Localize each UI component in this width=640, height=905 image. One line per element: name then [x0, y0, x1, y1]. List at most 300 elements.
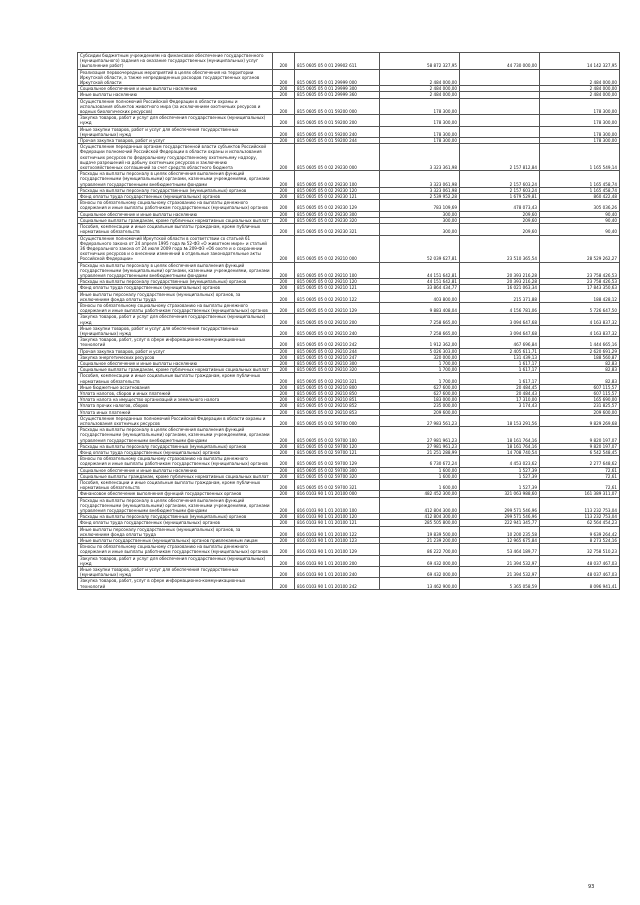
unexecuted-amount-cell: 209 600,00 [540, 409, 620, 415]
row-code-cell: 200 [273, 427, 295, 444]
row-name-cell: Расходы на выплаты персоналу государственных (муниципальных) органов [78, 279, 273, 285]
table-row [78, 544, 620, 555]
row-name-cell: Расходы на выплаты персоналу в целях обеспечения выполнения функций государственными (муниципальными) органами, казенными учреждениями, органами управления государственными внебюджетными фондами [78, 262, 273, 279]
approved-amount-cell: 21 239 200,00 [380, 538, 460, 544]
row-name-cell: Иные закупки товаров, работ и услуг для обеспечения государственных (муниципальных) нужд [78, 567, 273, 578]
budget-classification-code-cell: 815 0605 05 0 02 59700 121 [295, 450, 380, 456]
executed-amount-cell: 23 510 365,54 [460, 235, 540, 262]
budget-classification-code-cell: 815 0605 05 0 02 29210 247 [295, 354, 380, 360]
row-code-cell: 200 [273, 360, 295, 366]
row-name-cell: Социальные выплаты гражданам, кроме публичных нормативных социальных выплат [78, 367, 273, 373]
row-code-cell: 200 [273, 138, 295, 144]
row-name-cell: Закупка товаров, работ и услуг для обеспечения государственных (муниципальных) нужд [78, 115, 273, 126]
budget-classification-code-cell: 815 0605 05 0 02 29210 320 [295, 367, 380, 373]
row-code-cell: 200 [273, 390, 295, 396]
row-code-cell: 200 [273, 467, 295, 473]
approved-amount-cell: 6 730 672,24 [380, 456, 460, 467]
unexecuted-amount-cell: 62 564 454,23 [540, 520, 620, 526]
row-name-cell: Осуществление полномочий Российской Федерации в области охраны и использования объектов животного мира (за исключением охотничьих ресурсов и водных биологических ресурсов) [78, 98, 273, 115]
executed-amount-cell [460, 98, 540, 115]
row-name-cell: Социальные выплаты гражданам, кроме публичных нормативных социальных выплат [78, 473, 273, 479]
executed-amount-cell: 12 965 675,84 [460, 538, 540, 544]
table-row [78, 98, 620, 115]
row-name-cell: Расходы на выплаты персоналу в целях обеспечения выполнения функций государственными (муниципальными) органами, казенными учреждениями, органами управления государственными внебюджетными фондами [78, 171, 273, 188]
approved-amount-cell: 2 484 000,00 [380, 92, 460, 98]
budget-classification-code-cell: 815 0605 05 0 02 29230 121 [295, 194, 380, 200]
unexecuted-amount-cell: 82,83 [540, 367, 620, 373]
executed-amount-cell: 209,60 [460, 217, 540, 223]
executed-amount-cell: 467 696,84 [460, 337, 540, 348]
approved-amount-cell: 300,00 [380, 211, 460, 217]
budget-classification-code-cell: 815 0605 05 0 02 29210 851 [295, 397, 380, 403]
approved-amount-cell: 3 323 361,98 [380, 144, 460, 171]
budget-classification-code-cell: 815 0605 05 0 02 29210 120 [295, 279, 380, 285]
approved-amount-cell: 19 839 500,00 [380, 526, 460, 537]
unexecuted-amount-cell: 113 232 753,04 [540, 514, 620, 520]
budget-classification-code-cell: 815 0605 05 0 01 29999 360 [295, 92, 380, 98]
row-name-cell: Фонд оплаты труда государственных (муниципальных) органов [78, 450, 273, 456]
table-row [78, 171, 620, 188]
unexecuted-amount-cell: 1 165 549,14 [540, 144, 620, 171]
row-code-cell: 200 [273, 480, 295, 491]
row-name-cell: Осуществление переданных полномочий Российской Федерации в области охраны и использования охотничьих ресурсов [78, 415, 273, 426]
row-code-cell: 200 [273, 92, 295, 98]
unexecuted-amount-cell: 17 843 350,63 [540, 285, 620, 291]
budget-classification-code-cell: 816 0103 90 1 01 20100 120 [295, 514, 380, 520]
unexecuted-amount-cell: 90,40 [540, 217, 620, 223]
budget-classification-code-cell: 815 0605 05 0 02 29210 129 [295, 302, 380, 313]
unexecuted-amount-cell: 48 037 467,03 [540, 555, 620, 566]
row-code-cell: 200 [273, 211, 295, 217]
table-row [78, 427, 620, 444]
approved-amount-cell: 7 258 665,00 [380, 314, 460, 325]
approved-amount-cell: 44 151 642,81 [380, 279, 460, 285]
executed-amount-cell: 299 571 546,96 [460, 514, 540, 520]
table-row [78, 497, 620, 514]
approved-amount-cell: 2 484 000,00 [380, 69, 460, 86]
row-code-cell: 200 [273, 415, 295, 426]
executed-amount-cell: 53 464 189,77 [460, 544, 540, 555]
table-row [78, 314, 620, 325]
unexecuted-amount-cell: 165 690,00 [540, 397, 620, 403]
table-row [78, 526, 620, 537]
approved-amount-cell: 2 484 000,00 [380, 86, 460, 92]
approved-amount-cell: 285 505 800,00 [380, 520, 460, 526]
row-code-cell: 200 [273, 200, 295, 211]
approved-amount-cell: 3 323 061,98 [380, 171, 460, 188]
row-name-cell: Расходы на выплаты персоналу в целях обеспечения выполнения функций государственными (муниципальными) органами, казенными учреждениями, органами управления государственными внебюджетными фондами [78, 497, 273, 514]
executed-amount-cell: 1 679 529,81 [460, 194, 540, 200]
row-name-cell: Прочая закупка товаров, работ и услуг [78, 138, 273, 144]
row-code-cell: 200 [273, 86, 295, 92]
executed-amount-cell: 16 021 063,34 [460, 285, 540, 291]
row-name-cell: Взносы по обязательному социальному страхованию на выплаты денежного содержания и иные выплаты работникам государственных (муниципальных) органов [78, 200, 273, 211]
row-code-cell: 200 [273, 53, 295, 70]
row-name-cell: Социальные выплаты гражданам, кроме публичных нормативных социальных выплат [78, 217, 273, 223]
row-name-cell: Взносы по обязательному социальному страхованию на выплаты денежного содержания и иные выплаты работникам государственных (муниципальных) органов [78, 544, 273, 555]
row-name-cell: Прочая закупка товаров, работ и услуг [78, 348, 273, 354]
executed-amount-cell: 20 393 216,28 [460, 262, 540, 279]
row-name-cell: Расходы на выплаты персоналу государственных (муниципальных) органов [78, 514, 273, 520]
table-row [78, 555, 620, 566]
budget-classification-code-cell: 815 0605 05 0 02 59700 000 [295, 415, 380, 426]
row-code-cell: 200 [273, 544, 295, 555]
executed-amount-cell [460, 115, 540, 126]
approved-amount-cell: 5 026 303,00 [380, 348, 460, 354]
approved-amount-cell: 69 432 000,00 [380, 555, 460, 566]
budget-classification-code-cell: 815 0605 05 0 02 29230 129 [295, 200, 380, 211]
row-code-cell: 200 [273, 409, 295, 415]
budget-classification-code-cell: 815 0605 05 0 02 59700 300 [295, 467, 380, 473]
unexecuted-amount-cell: 1 165 458,74 [540, 171, 620, 188]
approved-amount-cell: 1 600,00 [380, 480, 460, 491]
table-row [78, 480, 620, 491]
budget-classification-code-cell: 815 0605 05 0 02 59700 120 [295, 443, 380, 449]
unexecuted-amount-cell: 5 726 647,50 [540, 302, 620, 313]
row-name-cell: Взносы по обязательному социальному страхованию на выплаты денежного содержания и иные выплаты работникам государственных (муниципальных) органов [78, 302, 273, 313]
unexecuted-amount-cell: 860 422,48 [540, 194, 620, 200]
row-code-cell: 200 [273, 291, 295, 302]
executed-amount-cell: 14 708 740,54 [460, 450, 540, 456]
approved-amount-cell: 403 800,00 [380, 291, 460, 302]
executed-amount-cell: 17 310,00 [460, 397, 540, 403]
budget-classification-code-cell: 815 0605 05 0 02 59700 321 [295, 480, 380, 491]
unexecuted-amount-cell: 178 300,00 [540, 98, 620, 115]
approved-amount-cell: 412 804 300,00 [380, 514, 460, 520]
row-name-cell: Взносы по обязательному социальному страхованию на выплаты денежного содержания и иные выплаты работникам государственных (муниципальных) органов [78, 456, 273, 467]
executed-amount-cell: 21 394 532,97 [460, 567, 540, 578]
budget-classification-code-cell: 816 0103 90 1 01 20100 122 [295, 526, 380, 537]
unexecuted-amount-cell: 2 620 691,29 [540, 348, 620, 354]
table-row [78, 456, 620, 467]
row-name-cell: Пособия, компенсации и иные социальные выплаты гражданам, кроме публичных нормативных обязательств [78, 480, 273, 491]
row-code-cell: 200 [273, 567, 295, 578]
table-row [78, 224, 620, 235]
approved-amount-cell: 1 700,00 [380, 373, 460, 384]
row-code-cell: 200 [273, 348, 295, 354]
unexecuted-amount-cell: 23 758 426,53 [540, 262, 620, 279]
approved-amount-cell: 627 600,00 [380, 390, 460, 396]
budget-classification-code-cell: 815 0605 05 0 01 59200 244 [295, 138, 380, 144]
row-code-cell: 200 [273, 514, 295, 520]
table-row [78, 373, 620, 384]
row-code-cell: 200 [273, 187, 295, 193]
approved-amount-cell: 27 983 561,23 [380, 415, 460, 426]
row-code-cell: 200 [273, 526, 295, 537]
row-name-cell: Расходы на выплаты персоналу государственных (муниципальных) органов [78, 443, 273, 449]
approved-amount-cell: 482 452 300,00 [380, 491, 460, 497]
executed-amount-cell: 2 157 812,84 [460, 144, 540, 171]
executed-amount-cell: 44 730 000,00 [460, 53, 540, 70]
row-code-cell: 200 [273, 235, 295, 262]
approved-amount-cell: 1 912 362,00 [380, 337, 460, 348]
row-name-cell: Иные закупки товаров, работ и услуг для обеспечения государственных (муниципальных) нужд [78, 325, 273, 336]
unexecuted-amount-cell: 188 560,87 [540, 354, 620, 360]
row-code-cell: 200 [273, 126, 295, 137]
budget-classification-code-cell: 815 0605 05 0 02 59700 320 [295, 473, 380, 479]
executed-amount-cell: 222 941 345,77 [460, 520, 540, 526]
unexecuted-amount-cell: 9 639 264,42 [540, 526, 620, 537]
unexecuted-amount-cell: 72,61 [540, 473, 620, 479]
budget-classification-code-cell: 815 0605 05 0 02 29230 100 [295, 171, 380, 188]
approved-amount-cell: 178 300,00 [380, 138, 460, 144]
row-name-cell: Осуществление полномочий Иркутской области в соответствии со статьей 61 Федерального закона от 24 апреля 1995 года № 52-ФЗ «О животном мире» и статьей 36 Федерального закона от 24 июля 2009 года № 209-ФЗ «Об охоте и о сохранении охотничьих ресурсов и о внесении изменений в отдельные законодательные акты Российской Федерации» [78, 235, 273, 262]
budget-classification-code-cell: 815 0605 05 0 02 29210 852 [295, 403, 380, 409]
approved-amount-cell: 21 251 288,99 [380, 450, 460, 456]
executed-amount-cell: 4 453 023,62 [460, 456, 540, 467]
row-code-cell: 200 [273, 450, 295, 456]
row-name-cell: Финансовое обеспечение выполнения функций государственных органов [78, 491, 273, 497]
row-name-cell: Уплата налога на имущество организаций и земельного налога [78, 397, 273, 403]
executed-amount-cell: 18 161 764,16 [460, 427, 540, 444]
approved-amount-cell: 27 981 961,23 [380, 427, 460, 444]
table-row [78, 235, 620, 262]
unexecuted-amount-cell: 72,61 [540, 480, 620, 491]
row-code-cell: 200 [273, 325, 295, 336]
unexecuted-amount-cell: 607 115,57 [540, 390, 620, 396]
executed-amount-cell: 3 094 647,68 [460, 314, 540, 325]
unexecuted-amount-cell: 28 529 262,27 [540, 235, 620, 262]
approved-amount-cell: 3 323 061,98 [380, 187, 460, 193]
budget-classification-code-cell: 815 0605 05 0 02 29210 800 [295, 384, 380, 390]
row-name-cell: Пособия, компенсации и иные социальные выплаты гражданам, кроме публичных нормативных обязательств [78, 373, 273, 384]
row-name-cell: Иные выплаты государственных (муниципальных) органов привлекаемым лицам [78, 538, 273, 544]
table-row [78, 200, 620, 211]
row-code-cell: 200 [273, 367, 295, 373]
table-row [78, 126, 620, 137]
row-name-cell: Социальное обеспечение и иные выплаты населению [78, 467, 273, 473]
row-name-cell: Уплата иных платежей [78, 409, 273, 415]
budget-classification-code-cell: 815 0605 05 0 01 59200 200 [295, 115, 380, 126]
approved-amount-cell: 178 300,00 [380, 98, 460, 115]
row-name-cell: Уплата налогов, сборов и иных платежей [78, 390, 273, 396]
row-name-cell: Фонд оплаты труда государственных (муниципальных) органов [78, 520, 273, 526]
row-name-cell: Фонд оплаты труда государственных (муниципальных) органов [78, 194, 273, 200]
table-row [78, 337, 620, 348]
executed-amount-cell: 1 617,17 [460, 373, 540, 384]
row-code-cell: 200 [273, 403, 295, 409]
row-code-cell: 200 [273, 98, 295, 115]
executed-amount-cell: 321 063 988,60 [460, 491, 540, 497]
executed-amount-cell: 10 200 235,58 [460, 526, 540, 537]
approved-amount-cell: 1 600,00 [380, 473, 460, 479]
budget-classification-code-cell: 815 0605 05 0 02 29230 000 [295, 144, 380, 171]
approved-amount-cell: 320 000,00 [380, 354, 460, 360]
approved-amount-cell: 27 981 961,23 [380, 443, 460, 449]
executed-amount-cell: 2 157 603,24 [460, 187, 540, 193]
row-name-cell: Иные выплаты персоналу государственных (муниципальных) органов, за исключением фонда оплаты труда [78, 526, 273, 537]
executed-amount-cell: 478 073,43 [460, 200, 540, 211]
approved-amount-cell: 235 000,00 [380, 403, 460, 409]
approved-amount-cell: 44 151 642,81 [380, 262, 460, 279]
row-code-cell: 200 [273, 314, 295, 325]
table-row [78, 262, 620, 279]
unexecuted-amount-cell: 9 820 197,07 [540, 443, 620, 449]
approved-amount-cell: 52 039 627,81 [380, 235, 460, 262]
row-name-cell: Закупка товаров, работ и услуг для обеспечения государственных (муниципальных) нужд [78, 555, 273, 566]
row-code-cell: 200 [273, 373, 295, 384]
row-name-cell: Социальное обеспечение и иные выплаты населению [78, 360, 273, 366]
row-code-cell: 200 [273, 473, 295, 479]
executed-amount-cell: 20 484,45 [460, 384, 540, 390]
row-name-cell: Социальное обеспечение и иные выплаты населению [78, 211, 273, 217]
executed-amount-cell: 18 161 764,16 [460, 443, 540, 449]
budget-classification-code-cell: 815 0605 05 0 01 59200 240 [295, 126, 380, 137]
unexecuted-amount-cell: 161 389 311,07 [540, 491, 620, 497]
executed-amount-cell: 1 527,39 [460, 480, 540, 491]
budget-classification-code-cell: 816 0103 90 1 01 20100 129 [295, 544, 380, 555]
executed-amount-cell: 2 405 611,71 [460, 348, 540, 354]
budget-classification-code-cell: 815 0605 05 0 02 29210 850 [295, 390, 380, 396]
executed-amount-cell: 131 439,13 [460, 354, 540, 360]
row-name-cell: Реализация первоочередных мероприятий в целях обеспечения на территории Иркутской области, а также непредвиденных расходов государственных органов Иркутской области [78, 69, 273, 86]
row-code-cell: 200 [273, 538, 295, 544]
unexecuted-amount-cell: 82,83 [540, 360, 620, 366]
budget-classification-code-cell: 816 0103 90 1 01 20100 242 [295, 578, 380, 589]
approved-amount-cell: 300,00 [380, 224, 460, 235]
table-row [78, 53, 620, 70]
budget-classification-code-cell: 815 0605 05 0 02 29210 853 [295, 409, 380, 415]
row-name-cell: Иные закупки товаров, работ и услуг для обеспечения государственных (муниципальных) нужд [78, 126, 273, 137]
approved-amount-cell: 183 000,00 [380, 397, 460, 403]
row-name-cell: Закупка товаров, работ, услуг в сфере информационно-коммуникационных технологий [78, 578, 273, 589]
budget-classification-code-cell: 816 0103 90 1 01 20100 000 [295, 491, 380, 497]
unexecuted-amount-cell: 188 428,12 [540, 291, 620, 302]
table-row [78, 567, 620, 578]
unexecuted-amount-cell: 90,40 [540, 224, 620, 235]
row-name-cell: Закупка товаров, работ и услуг для обеспечения государственных (муниципальных) нужд [78, 314, 273, 325]
approved-amount-cell: 1 600,00 [380, 467, 460, 473]
row-code-cell: 200 [273, 520, 295, 526]
row-code-cell: 200 [273, 555, 295, 566]
table-row [78, 115, 620, 126]
row-code-cell: 200 [273, 302, 295, 313]
budget-classification-code-cell: 816 0103 90 1 01 20100 100 [295, 497, 380, 514]
executed-amount-cell: 1 617,17 [460, 360, 540, 366]
unexecuted-amount-cell: 9 820 197,07 [540, 427, 620, 444]
row-name-cell: Расходы на выплаты персоналу в целях обеспечения выполнения функций государственными (муниципальными) органами, казенными учреждениями, органами управления государственными внебюджетными фондами [78, 427, 273, 444]
executed-amount-cell [460, 126, 540, 137]
executed-amount-cell: 209,60 [460, 224, 540, 235]
approved-amount-cell: 300,00 [380, 217, 460, 223]
table-row [78, 578, 620, 589]
budget-classification-code-cell: 816 0103 90 1 01 20100 121 [295, 520, 380, 526]
budget-classification-code-cell: 815 0605 05 0 02 29230 321 [295, 224, 380, 235]
unexecuted-amount-cell: 2 277 648,62 [540, 456, 620, 467]
unexecuted-amount-cell: 32 758 510,23 [540, 544, 620, 555]
unexecuted-amount-cell: 82,83 [540, 373, 620, 384]
budget-classification-code-cell: 815 0605 05 0 01 29902 611 [295, 53, 380, 70]
table-row [78, 302, 620, 313]
row-code-cell: 200 [273, 279, 295, 285]
row-code-cell: 200 [273, 443, 295, 449]
budget-classification-code-cell: 815 0605 05 0 02 59700 100 [295, 427, 380, 444]
approved-amount-cell: 178 300,00 [380, 126, 460, 137]
row-name-cell: Иные выплаты населению [78, 92, 273, 98]
budget-classification-code-cell: 815 0605 05 0 02 29230 320 [295, 217, 380, 223]
budget-classification-code-cell: 815 0605 05 0 01 29999 300 [295, 86, 380, 92]
budget-classification-code-cell: 815 0605 05 0 01 29999 000 [295, 69, 380, 86]
row-code-cell: 200 [273, 224, 295, 235]
row-code-cell: 200 [273, 497, 295, 514]
executed-amount-cell: 18 153 291,56 [460, 415, 540, 426]
budget-classification-code-cell: 815 0605 05 0 02 29210 244 [295, 348, 380, 354]
unexecuted-amount-cell: 1 165 458,74 [540, 187, 620, 193]
row-name-cell: Иные выплаты персоналу государственных (муниципальных) органов, за исключением фонда оплаты труда [78, 291, 273, 302]
row-code-cell: 200 [273, 171, 295, 188]
executed-amount-cell: 1 617,17 [460, 367, 540, 373]
approved-amount-cell: 2 539 952,28 [380, 194, 460, 200]
row-code-cell: 200 [273, 69, 295, 86]
budget-classification-code-cell: 815 0605 05 0 02 29230 120 [295, 187, 380, 193]
row-code-cell: 200 [273, 262, 295, 279]
unexecuted-amount-cell: 113 232 753,04 [540, 497, 620, 514]
row-name-cell: Социальное обеспечение и иные выплаты населению [78, 86, 273, 92]
budget-classification-code-cell: 816 0103 90 1 01 20100 240 [295, 567, 380, 578]
unexecuted-amount-cell: 231 825,57 [540, 403, 620, 409]
row-code-cell: 200 [273, 456, 295, 467]
row-code-cell: 200 [273, 384, 295, 390]
row-name-cell: Осуществление переданных органам государственной власти субъектов Российской Федерации полномочий Российской Федерации в области охраны и использования охотничьих ресурсов по федеральному государственному охотничьему надзору, выдаче разрешений на добычу охотничьих ресурсов и заключению охотхозяйственных соглашений за счет средств областного бюджета [78, 144, 273, 171]
row-name-cell: Пособия, компенсации и иные социальные выплаты гражданам, кроме публичных нормативных обязательств [78, 224, 273, 235]
approved-amount-cell: 178 300,00 [380, 115, 460, 126]
approved-amount-cell: 1 700,00 [380, 367, 460, 373]
executed-amount-cell: 4 156 781,06 [460, 302, 540, 313]
executed-amount-cell: 20 484,43 [460, 390, 540, 396]
row-code-cell: 200 [273, 115, 295, 126]
row-name-cell: Иные бюджетные ассигнования [78, 384, 273, 390]
unexecuted-amount-cell: 2 484 000,00 [540, 69, 620, 86]
budget-classification-code-cell: 815 0605 05 0 02 29210 122 [295, 291, 380, 302]
budget-classification-code-cell: 816 0103 90 1 01 20100 200 [295, 555, 380, 566]
budget-classification-code-cell: 816 0103 90 1 01 20100 123 [295, 538, 380, 544]
unexecuted-amount-cell: 72,61 [540, 467, 620, 473]
executed-amount-cell: 299 571 546,96 [460, 497, 540, 514]
unexecuted-amount-cell: 607 115,57 [540, 384, 620, 390]
unexecuted-amount-cell: 178 300,00 [540, 115, 620, 126]
approved-amount-cell: 58 872 327,95 [380, 53, 460, 70]
unexecuted-amount-cell: 4 163 837,32 [540, 325, 620, 336]
unexecuted-amount-cell: 23 758 426,53 [540, 279, 620, 285]
row-code-cell: 200 [273, 144, 295, 171]
row-name-cell: Закупка товаров, работ, услуг в сфере информационно-коммуникационных технологий [78, 337, 273, 348]
table-row [78, 144, 620, 171]
executed-amount-cell: 1 527,39 [460, 467, 540, 473]
approved-amount-cell: 7 258 665,00 [380, 325, 460, 336]
unexecuted-amount-cell: 6 542 548,45 [540, 450, 620, 456]
row-name-cell: Уплата прочих налогов, сборов [78, 403, 273, 409]
table-row [78, 415, 620, 426]
row-name-cell: Закупка энергетических ресурсов [78, 354, 273, 360]
unexecuted-amount-cell: 2 484 000,00 [540, 86, 620, 92]
unexecuted-amount-cell: 14 142 327,95 [540, 53, 620, 70]
executed-amount-cell: 1 527,39 [460, 473, 540, 479]
table-row [78, 69, 620, 86]
executed-amount-cell: 215 371,88 [460, 291, 540, 302]
budget-classification-code-cell: 815 0605 05 0 02 29210 121 [295, 285, 380, 291]
row-name-cell: Фонд оплаты труда государственных (муниципальных) органов [78, 285, 273, 291]
row-code-cell: 200 [273, 354, 295, 360]
unexecuted-amount-cell: 178 300,00 [540, 138, 620, 144]
approved-amount-cell: 69 432 000,00 [380, 567, 460, 578]
budget-execution-table [77, 52, 620, 590]
row-code-cell: 200 [273, 217, 295, 223]
approved-amount-cell: 13 462 900,00 [380, 578, 460, 589]
budget-classification-code-cell: 815 0605 05 0 02 29210 242 [295, 337, 380, 348]
executed-amount-cell: 21 394 532,97 [460, 555, 540, 566]
executed-amount-cell: 209,60 [460, 211, 540, 217]
unexecuted-amount-cell: 178 300,00 [540, 126, 620, 137]
